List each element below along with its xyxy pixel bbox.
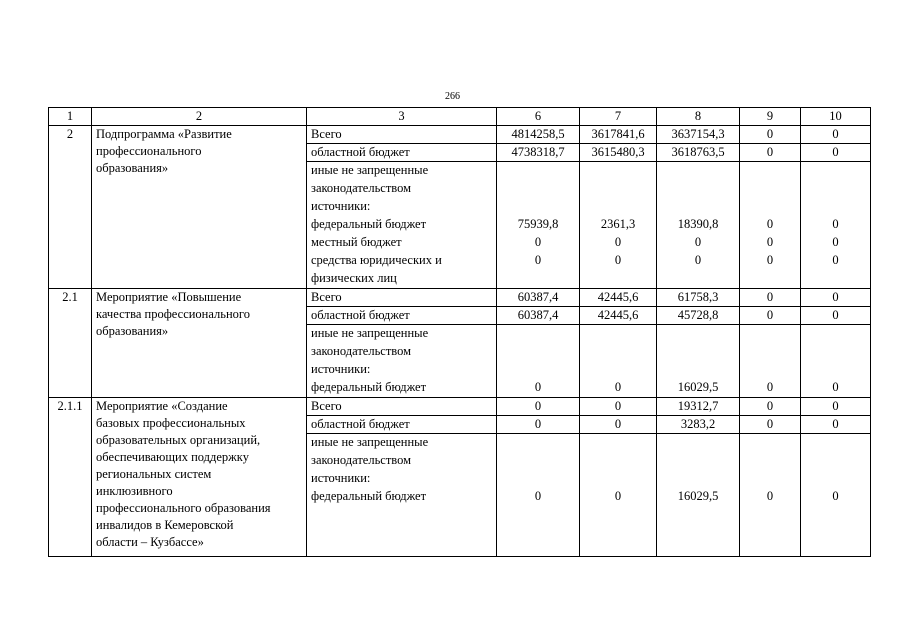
value-line: [744, 470, 796, 488]
value-line: [805, 343, 866, 361]
value-line: [501, 452, 575, 470]
value-cell-multi: [497, 434, 580, 557]
funding-source-line: источники:: [311, 199, 371, 213]
funding-source: областной бюджет: [307, 144, 497, 162]
value-line: [744, 162, 796, 180]
value-line: [584, 180, 652, 198]
value-line: [805, 325, 866, 343]
table-row: [49, 289, 871, 307]
budget-table: [48, 107, 871, 557]
value-line: [805, 434, 866, 452]
table-row: [49, 398, 871, 416]
funding-source: Всего: [307, 126, 497, 144]
value-line: 16029,5: [677, 380, 719, 394]
value-cell: 0: [740, 307, 801, 325]
value-line: [501, 198, 575, 216]
value-line: 0: [766, 380, 774, 394]
value-line: 0: [534, 235, 542, 249]
item-name-line: региональных систем: [96, 467, 212, 481]
item-name-line: области – Кузбассе»: [96, 535, 204, 549]
value-line: [661, 452, 735, 470]
value-cell: 3617841,6: [580, 126, 657, 144]
value-line: [584, 452, 652, 470]
item-name-line: образовательных организаций,: [96, 433, 261, 447]
header-cell: 9: [740, 108, 801, 126]
value-cell: 0: [580, 416, 657, 434]
value-line: 0: [766, 235, 774, 249]
value-line: 0: [832, 489, 839, 503]
value-line: 0: [534, 489, 542, 503]
funding-source-line: иные не запрещенные: [311, 326, 429, 340]
value-cell: 0: [497, 416, 580, 434]
value-line: 75939,8: [517, 217, 559, 231]
funding-source-line: законодательством: [311, 344, 412, 358]
value-line: [584, 434, 652, 452]
value-cell: 0: [740, 398, 801, 416]
value-line: [501, 180, 575, 198]
funding-source-multi: [307, 434, 497, 557]
value-line: 2361,3: [600, 217, 636, 231]
item-name-line: образования»: [96, 161, 169, 175]
funding-source-line: иные не запрещенные: [311, 435, 429, 449]
value-line: [805, 162, 866, 180]
value-line: 0: [766, 253, 774, 267]
item-name: [92, 398, 307, 557]
value-cell-multi: [740, 162, 801, 289]
funding-source-line: средства юридических и: [311, 253, 442, 267]
value-line: 0: [832, 253, 839, 267]
value-cell-multi: [657, 162, 740, 289]
value-cell-multi: [740, 325, 801, 398]
value-line: [744, 361, 796, 379]
table-row: [49, 126, 871, 144]
item-name-line: профессионального образования: [96, 501, 271, 515]
value-line: [661, 361, 735, 379]
funding-source-line: местный бюджет: [311, 235, 402, 249]
value-cell: 4738318,7: [497, 144, 580, 162]
value-cell: 60387,4: [497, 307, 580, 325]
value-line: [744, 180, 796, 198]
funding-source-line: законодательством: [311, 453, 412, 467]
funding-source-line: физических лиц: [311, 271, 397, 285]
item-name-line: профессионального: [96, 144, 202, 158]
value-line: [744, 434, 796, 452]
value-line: [584, 198, 652, 216]
value-line: 16029,5: [677, 489, 719, 503]
value-cell: 0: [801, 416, 871, 434]
value-line: 0: [832, 217, 839, 231]
value-cell: 0: [497, 398, 580, 416]
value-line: 0: [832, 380, 839, 394]
value-line: [661, 343, 735, 361]
funding-source: Всего: [307, 289, 497, 307]
header-cell: 3: [307, 108, 497, 126]
value-cell: 19312,7: [657, 398, 740, 416]
value-cell: 42445,6: [580, 289, 657, 307]
value-line: 0: [766, 217, 774, 231]
value-line: [584, 270, 652, 288]
value-cell-multi: [801, 162, 871, 289]
value-line: [584, 343, 652, 361]
value-cell-multi: [657, 325, 740, 398]
item-name-line: Мероприятие «Повышение: [96, 290, 242, 304]
item-name-line: Мероприятие «Создание: [96, 399, 228, 413]
value-line: 0: [614, 489, 622, 503]
value-line: [501, 162, 575, 180]
value-line: [661, 270, 735, 288]
value-line: [744, 325, 796, 343]
value-cell: 0: [801, 307, 871, 325]
value-cell: 0: [801, 398, 871, 416]
value-line: [661, 434, 735, 452]
funding-source: областной бюджет: [307, 307, 497, 325]
value-cell: 3283,2: [657, 416, 740, 434]
funding-source-line: источники:: [311, 362, 371, 376]
value-line: [661, 180, 735, 198]
value-line: [584, 470, 652, 488]
header-cell: 10: [801, 108, 871, 126]
header-cell: 1: [49, 108, 92, 126]
value-cell: 0: [801, 126, 871, 144]
value-cell: 4814258,5: [497, 126, 580, 144]
item-name: [92, 126, 307, 289]
value-line: 0: [694, 253, 702, 267]
header-cell: 8: [657, 108, 740, 126]
value-line: [584, 325, 652, 343]
value-cell: 0: [801, 289, 871, 307]
item-number: 2: [49, 126, 92, 289]
value-cell: 3615480,3: [580, 144, 657, 162]
value-line: 0: [766, 489, 774, 503]
value-cell: 0: [740, 144, 801, 162]
funding-source-multi: [307, 162, 497, 289]
funding-source-line: законодательством: [311, 181, 412, 195]
value-line: [805, 452, 866, 470]
value-line: [501, 270, 575, 288]
funding-source-line: федеральный бюджет: [311, 217, 427, 231]
value-cell-multi: [497, 162, 580, 289]
item-number: 2.1: [49, 289, 92, 398]
item-name-line: базовых профессиональных: [96, 416, 246, 430]
funding-source-multi: [307, 325, 497, 398]
header-cell: 2: [92, 108, 307, 126]
header-cell: 6: [497, 108, 580, 126]
value-cell: 0: [740, 416, 801, 434]
item-name-line: обеспечивающих поддержку: [96, 450, 249, 464]
value-cell: 0: [801, 144, 871, 162]
value-cell: 3637154,3: [657, 126, 740, 144]
value-line: 0: [614, 235, 622, 249]
value-cell: 0: [740, 126, 801, 144]
value-line: [501, 361, 575, 379]
value-cell: 0: [580, 398, 657, 416]
value-line: 0: [832, 235, 839, 249]
value-cell-multi: [580, 162, 657, 289]
value-line: 0: [614, 253, 622, 267]
value-line: 0: [614, 380, 622, 394]
value-line: 0: [534, 380, 542, 394]
value-line: 0: [534, 253, 542, 267]
value-line: [584, 162, 652, 180]
value-line: [805, 470, 866, 488]
value-cell: 60387,4: [497, 289, 580, 307]
funding-source-line: федеральный бюджет: [311, 489, 427, 503]
value-cell: 61758,3: [657, 289, 740, 307]
item-name-line: инвалидов в Кемеровской: [96, 518, 234, 532]
value-cell-multi: [497, 325, 580, 398]
item-name-line: образования»: [96, 324, 169, 338]
value-cell: 42445,6: [580, 307, 657, 325]
value-line: [584, 361, 652, 379]
value-cell: 3618763,5: [657, 144, 740, 162]
value-cell: 45728,8: [657, 307, 740, 325]
header-row: [49, 108, 871, 126]
value-line: [805, 270, 866, 288]
page-number: 266: [445, 91, 460, 102]
item-name-line: инклюзивного: [96, 484, 173, 498]
value-line: [661, 162, 735, 180]
value-cell-multi: [740, 434, 801, 557]
funding-source-line: федеральный бюджет: [311, 380, 427, 394]
value-line: [661, 470, 735, 488]
item-number: 2.1.1: [49, 398, 92, 557]
value-line: [805, 198, 866, 216]
value-line: [501, 343, 575, 361]
value-line: [805, 180, 866, 198]
value-line: [501, 325, 575, 343]
value-line: [744, 452, 796, 470]
value-cell: 0: [740, 289, 801, 307]
funding-source-line: источники:: [311, 471, 371, 485]
value-cell-multi: [580, 325, 657, 398]
header-cell: 7: [580, 108, 657, 126]
funding-source: областной бюджет: [307, 416, 497, 434]
value-line: 0: [694, 235, 702, 249]
value-cell-multi: [657, 434, 740, 557]
value-cell-multi: [580, 434, 657, 557]
funding-source: Всего: [307, 398, 497, 416]
value-line: 18390,8: [677, 217, 719, 231]
value-line: [744, 198, 796, 216]
value-line: [661, 198, 735, 216]
value-line: [501, 434, 575, 452]
funding-source-line: иные не запрещенные: [311, 163, 429, 177]
value-cell-multi: [801, 325, 871, 398]
item-name: [92, 289, 307, 398]
item-name-line: Подпрограмма «Развитие: [96, 127, 232, 141]
value-line: [744, 270, 796, 288]
value-line: [501, 470, 575, 488]
value-line: [805, 361, 866, 379]
value-cell-multi: [801, 434, 871, 557]
item-name-line: качества профессионального: [96, 307, 250, 321]
value-line: [661, 325, 735, 343]
value-line: [744, 343, 796, 361]
